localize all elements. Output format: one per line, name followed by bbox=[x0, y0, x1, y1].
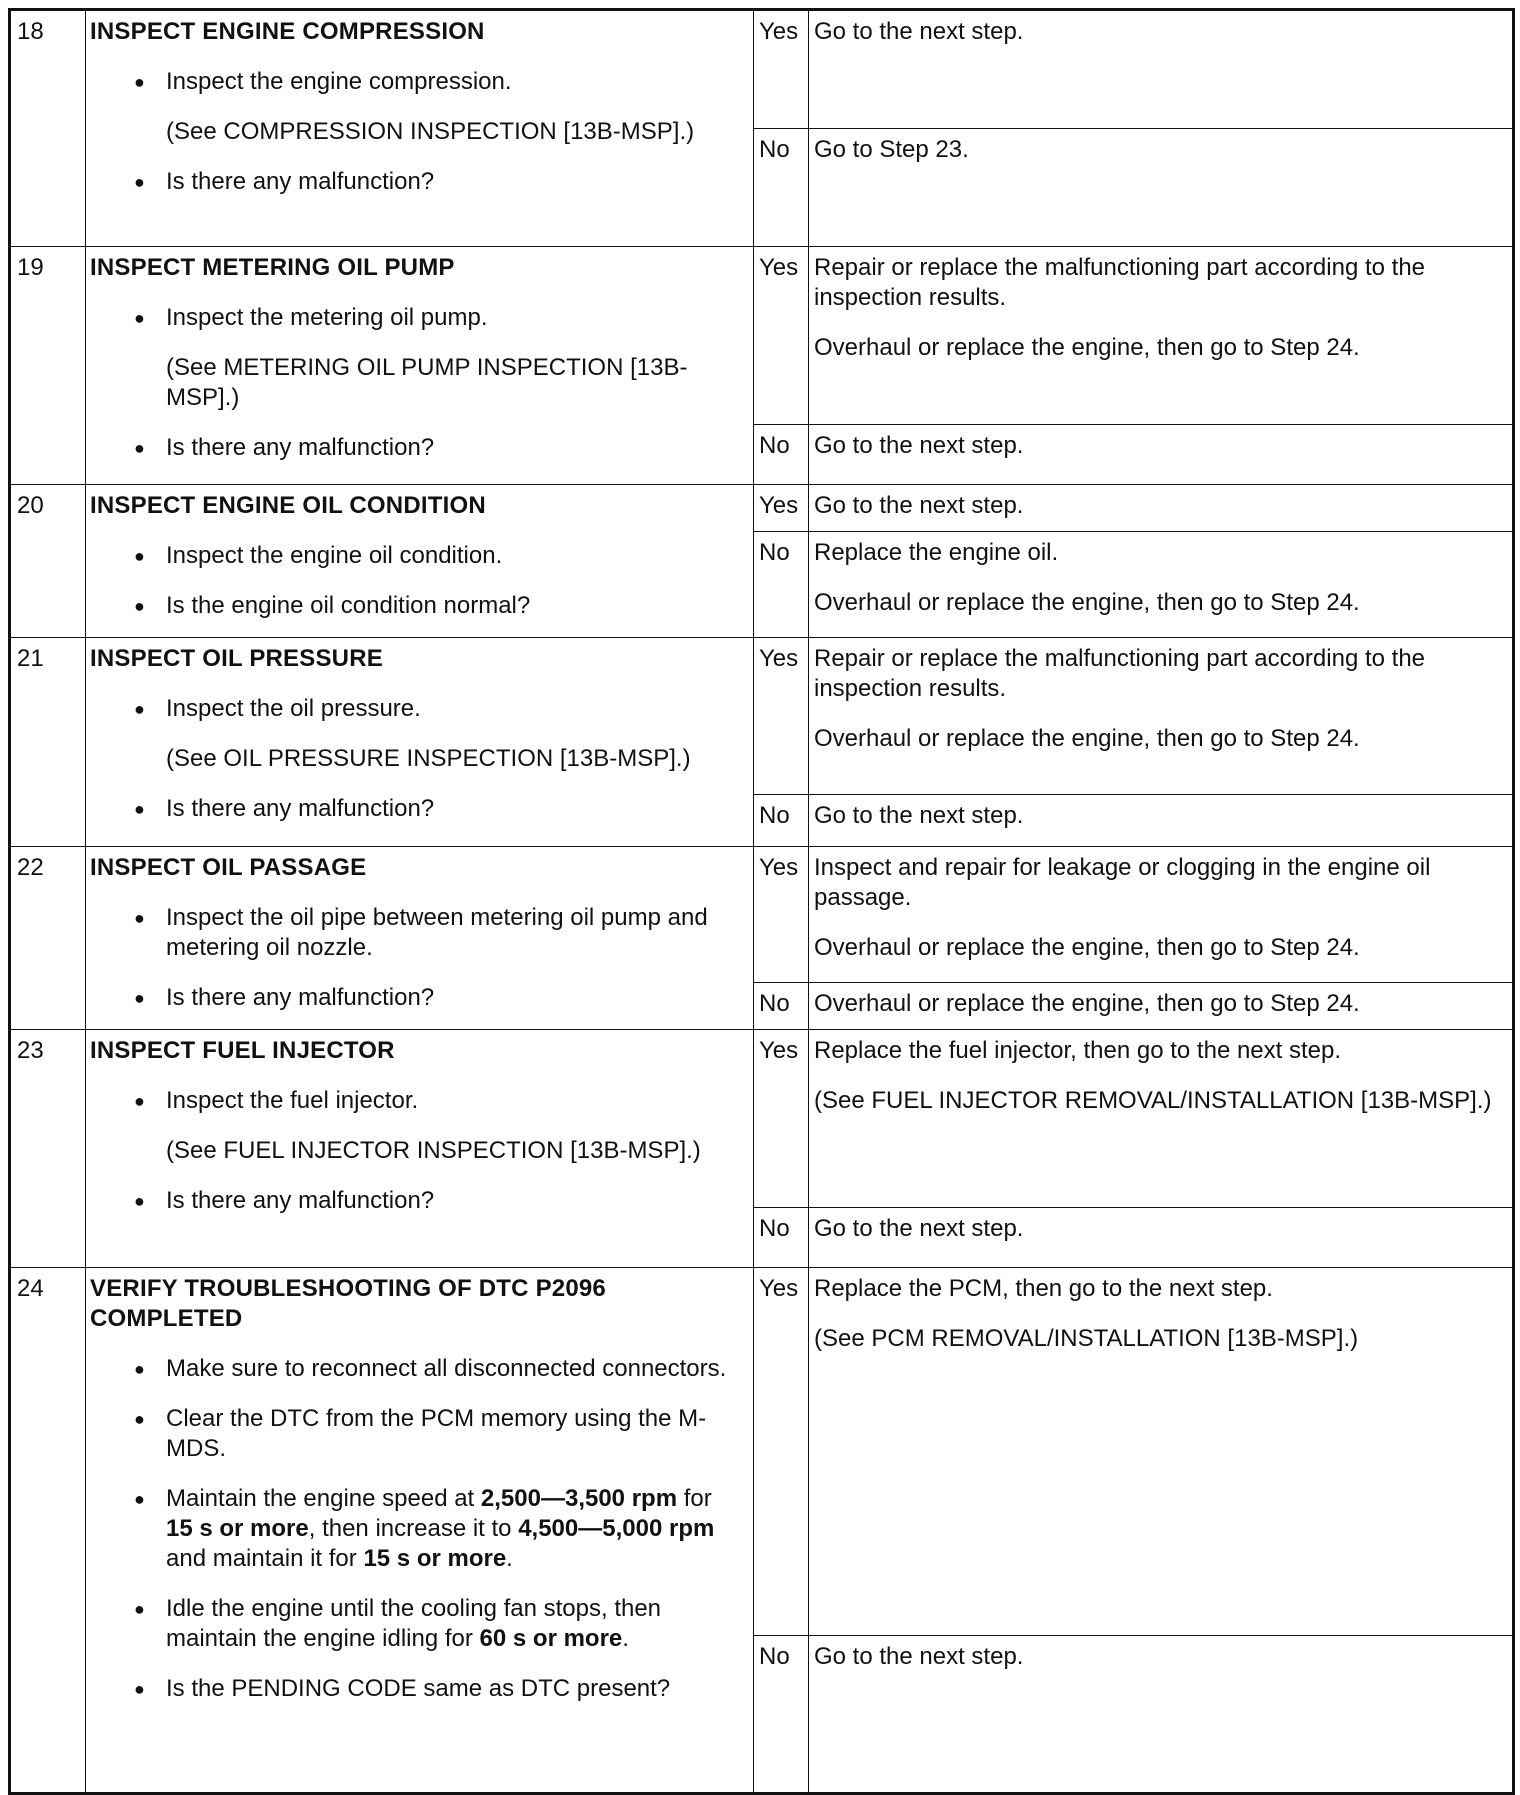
reference-note: (See FUEL INJECTOR INSPECTION [13B-MSP].) bbox=[166, 1137, 701, 1164]
step-23-yes-row bbox=[10, 1030, 1514, 1208]
no-result bbox=[809, 983, 1514, 1030]
result-text: (See FUEL INJECTOR REMOVAL/INSTALLATION [13B-MSP].) bbox=[814, 1087, 1492, 1114]
result-text: Go to the next step. bbox=[814, 492, 1024, 519]
result-text: Go to the next step. bbox=[814, 1215, 1024, 1242]
step-20-yes-row bbox=[10, 485, 1514, 532]
diagnostic-procedure-page bbox=[8, 8, 1512, 1795]
no-label: No bbox=[754, 425, 809, 485]
step-title: INSPECT ENGINE OIL CONDITION bbox=[90, 492, 486, 519]
step-action bbox=[86, 638, 754, 847]
step-number: 20 bbox=[10, 485, 86, 638]
question-bullet: ● Is there any malfunction? bbox=[90, 433, 741, 463]
yes-result bbox=[809, 485, 1514, 532]
step-21-yes-row bbox=[10, 638, 1514, 795]
result-text: Inspect and repair for leakage or clogging in the engine oil passage. bbox=[814, 854, 1431, 911]
result-text: Replace the PCM, then go to the next step. bbox=[814, 1275, 1273, 1302]
step-title: INSPECT METERING OIL PUMP bbox=[90, 254, 455, 281]
result-text: Go to the next step. bbox=[814, 1643, 1024, 1670]
result-text: Go to the next step. bbox=[814, 18, 1024, 45]
no-label: No bbox=[754, 532, 809, 638]
yes-label: Yes bbox=[754, 1268, 809, 1636]
step-title: INSPECT OIL PASSAGE bbox=[90, 854, 367, 881]
yes-result bbox=[809, 847, 1514, 983]
step-number: 21 bbox=[10, 638, 86, 847]
action-bullet: ● Inspect the oil pressure. bbox=[90, 694, 741, 724]
step-number: 24 bbox=[10, 1268, 86, 1794]
no-result bbox=[809, 795, 1514, 847]
yes-label: Yes bbox=[754, 1030, 809, 1208]
result-text: Repair or replace the malfunctioning part according to the inspection results. bbox=[814, 645, 1426, 702]
no-result bbox=[809, 425, 1514, 485]
action-bullet: ● Inspect the engine oil condition. bbox=[90, 541, 741, 571]
step-title: VERIFY TROUBLESHOOTING OF DTC P2096 COMPLETED bbox=[90, 1275, 606, 1332]
troubleshooting-table bbox=[8, 8, 1515, 1795]
step-action bbox=[86, 1030, 754, 1268]
yes-label: Yes bbox=[754, 10, 809, 129]
action-bullet: ● Make sure to reconnect all disconnected connectors. bbox=[90, 1354, 741, 1384]
question-bullet: ● Is the PENDING CODE same as DTC present? bbox=[90, 1674, 741, 1704]
step-action bbox=[86, 1268, 754, 1794]
yes-label: Yes bbox=[754, 638, 809, 795]
no-result bbox=[809, 1208, 1514, 1268]
no-result bbox=[809, 1636, 1514, 1794]
result-text: Repair or replace the malfunctioning part according to the inspection results. bbox=[814, 254, 1426, 311]
result-text: Go to the next step. bbox=[814, 432, 1024, 459]
result-text: Go to Step 23. bbox=[814, 136, 969, 163]
result-text: Overhaul or replace the engine, then go to Step 24. bbox=[814, 934, 1360, 961]
no-label: No bbox=[754, 1208, 809, 1268]
action-bullet: ● Clear the DTC from the PCM memory using the M-MDS. bbox=[90, 1404, 741, 1464]
yes-label: Yes bbox=[754, 247, 809, 425]
step-number: 18 bbox=[10, 10, 86, 247]
step-title: INSPECT ENGINE COMPRESSION bbox=[90, 18, 485, 45]
yes-result bbox=[809, 247, 1514, 425]
step-19-yes-row bbox=[10, 247, 1514, 425]
action-bullet: ● Maintain the engine speed at 2,500—3,500 rpm for 15 s or more, then increase it to 4,500—5,000 rpm and maintain it for 15 s or more. bbox=[90, 1484, 741, 1574]
no-label: No bbox=[754, 795, 809, 847]
no-result bbox=[809, 129, 1514, 247]
result-text: Overhaul or replace the engine, then go to Step 24. bbox=[814, 990, 1360, 1017]
yes-result bbox=[809, 1030, 1514, 1208]
no-label: No bbox=[754, 129, 809, 247]
result-text: Overhaul or replace the engine, then go to Step 24. bbox=[814, 725, 1360, 752]
reference-note: (See OIL PRESSURE INSPECTION [13B-MSP].) bbox=[166, 745, 691, 772]
result-text: Replace the fuel injector, then go to the next step. bbox=[814, 1037, 1342, 1064]
question-bullet: ● Is there any malfunction? bbox=[90, 1186, 741, 1216]
step-number: 19 bbox=[10, 247, 86, 485]
no-result bbox=[809, 532, 1514, 638]
action-bullet: ● Inspect the oil pipe between metering oil pump and metering oil nozzle. bbox=[90, 903, 741, 963]
step-title: INSPECT OIL PRESSURE bbox=[90, 645, 383, 672]
step-22-yes-row bbox=[10, 847, 1514, 983]
reference-note: (See METERING OIL PUMP INSPECTION [13B-MSP].) bbox=[166, 354, 688, 411]
action-bullet: ● Inspect the engine compression. bbox=[90, 67, 741, 97]
yes-label: Yes bbox=[754, 847, 809, 983]
action-bullet: ● Inspect the fuel injector. bbox=[90, 1086, 741, 1116]
no-label: No bbox=[754, 983, 809, 1030]
step-24-yes-row bbox=[10, 1268, 1514, 1636]
step-action bbox=[86, 10, 754, 247]
result-text: (See PCM REMOVAL/INSTALLATION [13B-MSP].) bbox=[814, 1325, 1359, 1352]
step-action bbox=[86, 485, 754, 638]
step-action bbox=[86, 847, 754, 1030]
result-text: Replace the engine oil. bbox=[814, 539, 1059, 566]
result-text: Go to the next step. bbox=[814, 802, 1024, 829]
yes-label: Yes bbox=[754, 485, 809, 532]
result-text: Overhaul or replace the engine, then go to Step 24. bbox=[814, 334, 1360, 361]
question-bullet: ● Is there any malfunction? bbox=[90, 794, 741, 824]
step-title: INSPECT FUEL INJECTOR bbox=[90, 1037, 395, 1064]
question-bullet: ● Is there any malfunction? bbox=[90, 167, 741, 197]
yes-result bbox=[809, 638, 1514, 795]
yes-result bbox=[809, 1268, 1514, 1636]
step-number: 22 bbox=[10, 847, 86, 1030]
result-text: Overhaul or replace the engine, then go to Step 24. bbox=[814, 589, 1360, 616]
reference-note: (See COMPRESSION INSPECTION [13B-MSP].) bbox=[166, 118, 695, 145]
step-number: 23 bbox=[10, 1030, 86, 1268]
action-bullet: ● Inspect the metering oil pump. bbox=[90, 303, 741, 333]
yes-result bbox=[809, 10, 1514, 129]
step-18-yes-row bbox=[10, 10, 1514, 129]
question-bullet: ● Is there any malfunction? bbox=[90, 983, 741, 1013]
no-label: No bbox=[754, 1636, 809, 1794]
action-bullet: ● Idle the engine until the cooling fan stops, then maintain the engine idling for 60 s or more. bbox=[90, 1594, 741, 1654]
question-bullet: ● Is the engine oil condition normal? bbox=[90, 591, 741, 621]
step-action bbox=[86, 247, 754, 485]
